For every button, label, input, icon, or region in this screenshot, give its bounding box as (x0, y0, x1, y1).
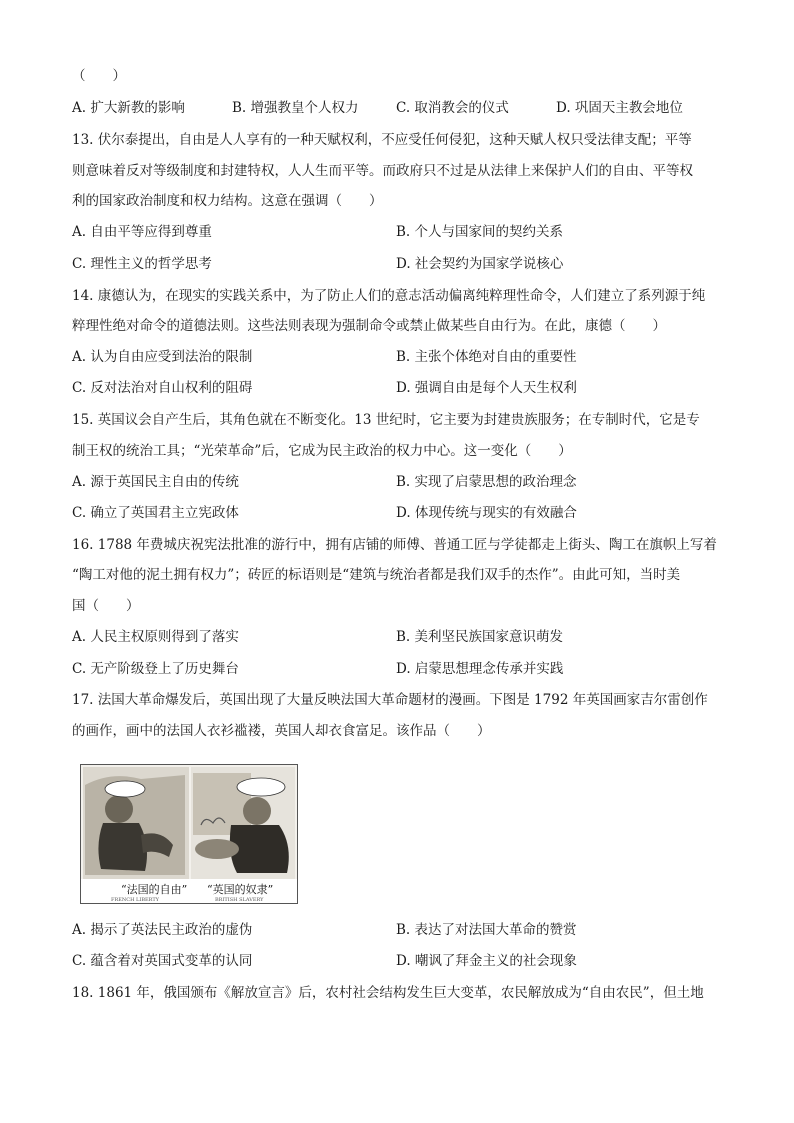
q18-stem-line1: 18. 1861 年，俄国颁布《解放宣言》后，农村社会结构发生巨大变革，农民解放成为“自由农民”，但土地 (72, 985, 704, 1001)
q15-option-b: B. 实现了启蒙思想的政治理念 (396, 474, 577, 490)
q12-option-d: D. 巩固天主教会地位 (556, 100, 683, 116)
q16-stem-line2: “陶工对他的泥土拥有权力”；砖匠的标语则是“建筑与统治者都是我们双手的杰作”。由此可知，当时美 (72, 567, 681, 583)
q14-option-a: A. 认为自由应受到法治的限制 (72, 349, 253, 365)
q13-option-a: A. 自由平等应得到尊重 (72, 224, 212, 240)
q14-stem-line1: 14. 康德认为，在现实的实践关系中，为了防止人们的意志活动偏离纯粹理性命令，人们建立了系列源于纯 (72, 288, 706, 304)
q13-option-c: C. 理性主义的哲学思考 (72, 256, 212, 272)
q17-stem-line1: 17. 法国大革命爆发后，英国出现了大量反映法国大革命题材的漫画。下图是 1792 年英国画家吉尔雷创作 (72, 692, 708, 708)
q15-stem-line1: 15. 英国议会自产生后，其角色就在不断变化。13 世纪时，它主要为封建贵族服务；在专制时代，它是专 (72, 412, 700, 428)
cartoon-drawing (81, 765, 297, 903)
q17-stem-line2: 的画作，画中的法国人衣衫褴褛，英国人却衣食富足。该作品（ ） (72, 723, 491, 739)
q13-option-b: B. 个人与国家间的契约关系 (396, 224, 564, 240)
q16-stem-line3: 国（ ） (72, 598, 140, 614)
q16-option-a: A. 人民主权原则得到了落实 (72, 629, 239, 645)
q16-option-d: D. 启蒙思想理念传承并实践 (396, 661, 564, 677)
q17-option-a: A. 揭示了英法民主政治的虚伪 (72, 922, 253, 938)
q15-option-a: A. 源于英国民主自由的传统 (72, 474, 239, 490)
q16-option-c: C. 无产阶级登上了历史舞台 (72, 661, 239, 677)
q12-option-c: C. 取消教会的仪式 (396, 100, 509, 116)
q17-option-d: D. 嘲讽了拜金主义的社会现象 (396, 953, 577, 969)
q15-stem-line2: 制王权的统治工具；“光荣革命”后，它成为民主政治的权力中心。这一变化（ ） (72, 443, 572, 459)
q16-option-b: B. 美利坚民族国家意识萌发 (396, 629, 564, 645)
q12-option-b: B. 增强教皇个人权力 (232, 100, 359, 116)
q12-option-a: A. 扩大新教的影响 (72, 100, 185, 116)
q13-option-d: D. 社会契约为国家学说核心 (396, 256, 564, 272)
caption-left: “法国的自由” (121, 883, 188, 896)
q14-option-b: B. 主张个体绝对自由的重要性 (396, 349, 577, 365)
q12-tail: （ ） (72, 68, 126, 84)
q15-option-d: D. 体现传统与现实的有效融合 (396, 505, 577, 521)
q14-option-c: C. 反对法治对自山权利的阻碍 (72, 380, 253, 396)
q13-stem-line2: 则意味着反对等级制度和封建特权，人人生而平等。而政府只不过是从法律上来保护人们的自由、平等权 (72, 163, 693, 179)
caption-left-en: FRENCH LIBERTY (111, 897, 159, 903)
q14-stem-line2: 粹理性绝对命令的道德法则。这些法则表现为强制命令或禁止做某些自由行为。在此，康德（ ） (72, 318, 666, 334)
caption-right: “英国的奴隶” (207, 883, 274, 896)
q13-stem-line3: 利的国家政治制度和权力结构。这意在强调（ ） (72, 193, 383, 209)
q16-stem-line1: 16. 1788 年费城庆祝宪法批准的游行中，拥有店铺的师傅、普通工匠与学徒都走上街头、陶工在旗帜上写着 (72, 537, 717, 553)
caption-right-en: BRITISH SLAVERY (215, 897, 264, 903)
q17-option-b: B. 表达了对法国大革命的赞赏 (396, 922, 577, 938)
cartoon-french-liberty-british-slavery (80, 764, 298, 904)
q13-stem-line1: 13. 伏尔泰提出，自由是人人享有的一种天赋权利，不应受任何侵犯，这种天赋人权只受法律支配；平等 (72, 132, 692, 148)
q14-option-d: D. 强调自由是每个人天生权利 (396, 380, 577, 396)
q15-option-c: C. 确立了英国君主立宪政体 (72, 505, 239, 521)
q17-option-c: C. 蕴含着对英国式变革的认同 (72, 953, 253, 969)
